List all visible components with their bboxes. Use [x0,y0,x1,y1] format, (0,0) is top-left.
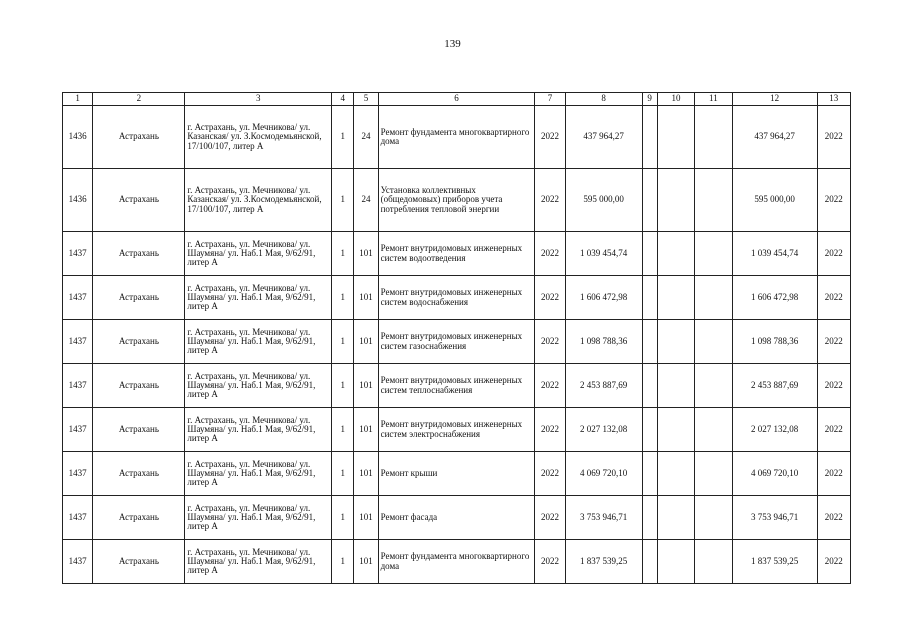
cell-year: 2022 [535,276,565,320]
cell-total-cost: 1 606 472,98 [732,276,817,320]
cell-address: г. Астрахань, ул. Мечникова/ ул. Шаумяна/ ул. Наб.1 Мая, 9/62/91, литер А [185,232,332,276]
cell-address: г. Астрахань, ул. Мечникова/ ул. Шаумяна/ ул. Наб.1 Мая, 9/62/91, литер А [185,320,332,364]
cell-year: 2022 [535,320,565,364]
cell-column-13-value: 2022 [817,276,850,320]
cell-year: 2022 [535,232,565,276]
cell-column-10-value [657,232,694,276]
cell-cost: 1 606 472,98 [565,276,642,320]
cell-city: Астрахань [93,106,185,169]
cell-address: г. Астрахань, ул. Мечникова/ ул. Шаумяна/ ул. Наб.1 Мая, 9/62/91, литер А [185,364,332,408]
column-header-13: 13 [817,93,850,106]
cell-column-11-value [695,364,732,408]
column-header-7: 7 [535,93,565,106]
cell-column-5-value: 101 [354,408,378,452]
column-header-6: 6 [378,93,535,106]
cell-column-13-value: 2022 [817,106,850,169]
cell-address: г. Астрахань, ул. Мечникова/ ул. Шаумяна/ ул. Наб.1 Мая, 9/62/91, литер А [185,496,332,540]
cell-column-4-value: 1 [332,169,354,232]
column-header-11: 11 [695,93,732,106]
cell-column-10-value [657,169,694,232]
cell-column-4-value: 1 [332,452,354,496]
cell-column-9-value [642,232,657,276]
column-header-1: 1 [63,93,93,106]
cell-column-5-value: 101 [354,540,378,584]
cell-total-cost: 2 027 132,08 [732,408,817,452]
cell-column-10-value [657,106,694,169]
cell-column-11-value [695,106,732,169]
cell-column-10-value [657,408,694,452]
table-row [63,364,851,408]
cell-work-type: Ремонт фасада [378,496,535,540]
cell-column-4-value: 1 [332,496,354,540]
cell-work-type: Ремонт фундамента многоквартирного дома [378,540,535,584]
cell-address: г. Астрахань, ул. Мечникова/ ул. Шаумяна/ ул. Наб.1 Мая, 9/62/91, литер А [185,540,332,584]
column-header-3: 3 [185,93,332,106]
table-row [63,540,851,584]
cell-record-number: 1437 [63,540,93,584]
cell-work-type: Ремонт внутридомовых инженерных систем теплоснабжения [378,364,535,408]
table-row [63,276,851,320]
cell-city: Астрахань [93,169,185,232]
cell-column-13-value: 2022 [817,364,850,408]
cell-column-10-value [657,496,694,540]
cell-city: Астрахань [93,408,185,452]
cell-column-5-value: 101 [354,276,378,320]
cell-work-type: Ремонт внутридомовых инженерных систем водоснабжения [378,276,535,320]
cell-work-type: Ремонт крыши [378,452,535,496]
cell-city: Астрахань [93,496,185,540]
header-row [63,93,851,106]
cell-year: 2022 [535,452,565,496]
cell-total-cost: 595 000,00 [732,169,817,232]
cell-address: г. Астрахань, ул. Мечникова/ ул. Шаумяна/ ул. Наб.1 Мая, 9/62/91, литер А [185,276,332,320]
cell-work-type: Ремонт внутридомовых инженерных систем газоснабжения [378,320,535,364]
cell-cost: 2 453 887,69 [565,364,642,408]
cell-cost: 1 039 454,74 [565,232,642,276]
cell-year: 2022 [535,496,565,540]
cell-total-cost: 1 039 454,74 [732,232,817,276]
cell-column-5-value: 101 [354,452,378,496]
table-row [63,320,851,364]
cell-year: 2022 [535,364,565,408]
cell-record-number: 1437 [63,408,93,452]
table-row [63,408,851,452]
cell-total-cost: 1 837 539,25 [732,540,817,584]
table-row [63,106,851,169]
cell-work-type: Ремонт внутридомовых инженерных систем водоотведения [378,232,535,276]
cell-column-11-value [695,320,732,364]
cell-column-11-value [695,232,732,276]
cell-column-4-value: 1 [332,408,354,452]
cell-column-4-value: 1 [332,232,354,276]
cell-column-5-value: 101 [354,320,378,364]
cell-address: г. Астрахань, ул. Мечникова/ ул. Казанская/ ул. З.Космодемьянской, 17/100/107, литер А [185,169,332,232]
cell-record-number: 1437 [63,452,93,496]
cell-total-cost: 3 753 946,71 [732,496,817,540]
cell-column-11-value [695,540,732,584]
cell-total-cost: 1 098 788,36 [732,320,817,364]
cell-year: 2022 [535,408,565,452]
cell-record-number: 1437 [63,232,93,276]
cell-column-9-value [642,169,657,232]
cell-column-11-value [695,496,732,540]
table-row [63,452,851,496]
cell-column-5-value: 24 [354,169,378,232]
cell-city: Астрахань [93,276,185,320]
cell-column-13-value: 2022 [817,320,850,364]
column-header-5: 5 [354,93,378,106]
cell-year: 2022 [535,169,565,232]
cell-column-9-value [642,364,657,408]
cell-record-number: 1437 [63,320,93,364]
cell-record-number: 1436 [63,169,93,232]
table-row [63,232,851,276]
cell-cost: 2 027 132,08 [565,408,642,452]
cell-cost: 437 964,27 [565,106,642,169]
cell-address: г. Астрахань, ул. Мечникова/ ул. Шаумяна/ ул. Наб.1 Мая, 9/62/91, литер А [185,452,332,496]
cell-column-4-value: 1 [332,364,354,408]
cell-column-9-value [642,408,657,452]
cell-total-cost: 437 964,27 [732,106,817,169]
cell-column-10-value [657,540,694,584]
cell-cost: 1 837 539,25 [565,540,642,584]
repair-program-table [62,92,851,584]
cell-column-5-value: 101 [354,364,378,408]
cell-column-13-value: 2022 [817,496,850,540]
cell-cost: 595 000,00 [565,169,642,232]
cell-column-4-value: 1 [332,320,354,364]
cell-year: 2022 [535,106,565,169]
cell-column-13-value: 2022 [817,452,850,496]
cell-city: Астрахань [93,320,185,364]
cell-record-number: 1437 [63,364,93,408]
table-body [63,106,851,584]
cell-column-13-value: 2022 [817,232,850,276]
table-row [63,169,851,232]
cell-address: г. Астрахань, ул. Мечникова/ ул. Казанская/ ул. З.Космодемьянской, 17/100/107, литер А [185,106,332,169]
cell-column-5-value: 101 [354,232,378,276]
cell-column-4-value: 1 [332,276,354,320]
cell-column-10-value [657,320,694,364]
column-header-8: 8 [565,93,642,106]
cell-record-number: 1437 [63,276,93,320]
cell-column-13-value: 2022 [817,169,850,232]
cell-city: Астрахань [93,364,185,408]
cell-column-9-value [642,106,657,169]
column-header-4: 4 [332,93,354,106]
cell-column-9-value [642,320,657,364]
cell-column-11-value [695,169,732,232]
cell-cost: 4 069 720,10 [565,452,642,496]
cell-column-9-value [642,540,657,584]
cell-column-5-value: 101 [354,496,378,540]
cell-total-cost: 4 069 720,10 [732,452,817,496]
cell-column-11-value [695,408,732,452]
cell-cost: 1 098 788,36 [565,320,642,364]
cell-address: г. Астрахань, ул. Мечникова/ ул. Шаумяна/ ул. Наб.1 Мая, 9/62/91, литер А [185,408,332,452]
page-number: 139 [444,38,461,50]
cell-column-4-value: 1 [332,106,354,169]
cell-work-type: Ремонт фундамента многоквартирного дома [378,106,535,169]
cell-column-13-value: 2022 [817,540,850,584]
column-header-9: 9 [642,93,657,106]
cell-column-10-value [657,452,694,496]
cell-record-number: 1437 [63,496,93,540]
cell-total-cost: 2 453 887,69 [732,364,817,408]
column-header-12: 12 [732,93,817,106]
column-header-10: 10 [657,93,694,106]
cell-column-11-value [695,452,732,496]
column-header-2: 2 [93,93,185,106]
cell-column-10-value [657,276,694,320]
cell-cost: 3 753 946,71 [565,496,642,540]
cell-column-11-value [695,276,732,320]
cell-column-5-value: 24 [354,106,378,169]
cell-work-type: Установка коллективных (общедомовых) приборов учета потребления тепловой энергии [378,169,535,232]
cell-city: Астрахань [93,452,185,496]
cell-column-4-value: 1 [332,540,354,584]
cell-city: Астрахань [93,232,185,276]
cell-year: 2022 [535,540,565,584]
cell-column-9-value [642,496,657,540]
cell-column-9-value [642,452,657,496]
cell-column-9-value [642,276,657,320]
cell-column-10-value [657,364,694,408]
cell-city: Астрахань [93,540,185,584]
cell-work-type: Ремонт внутридомовых инженерных систем электроснабжения [378,408,535,452]
table-header [63,93,851,106]
cell-record-number: 1436 [63,106,93,169]
table-row [63,496,851,540]
cell-column-13-value: 2022 [817,408,850,452]
